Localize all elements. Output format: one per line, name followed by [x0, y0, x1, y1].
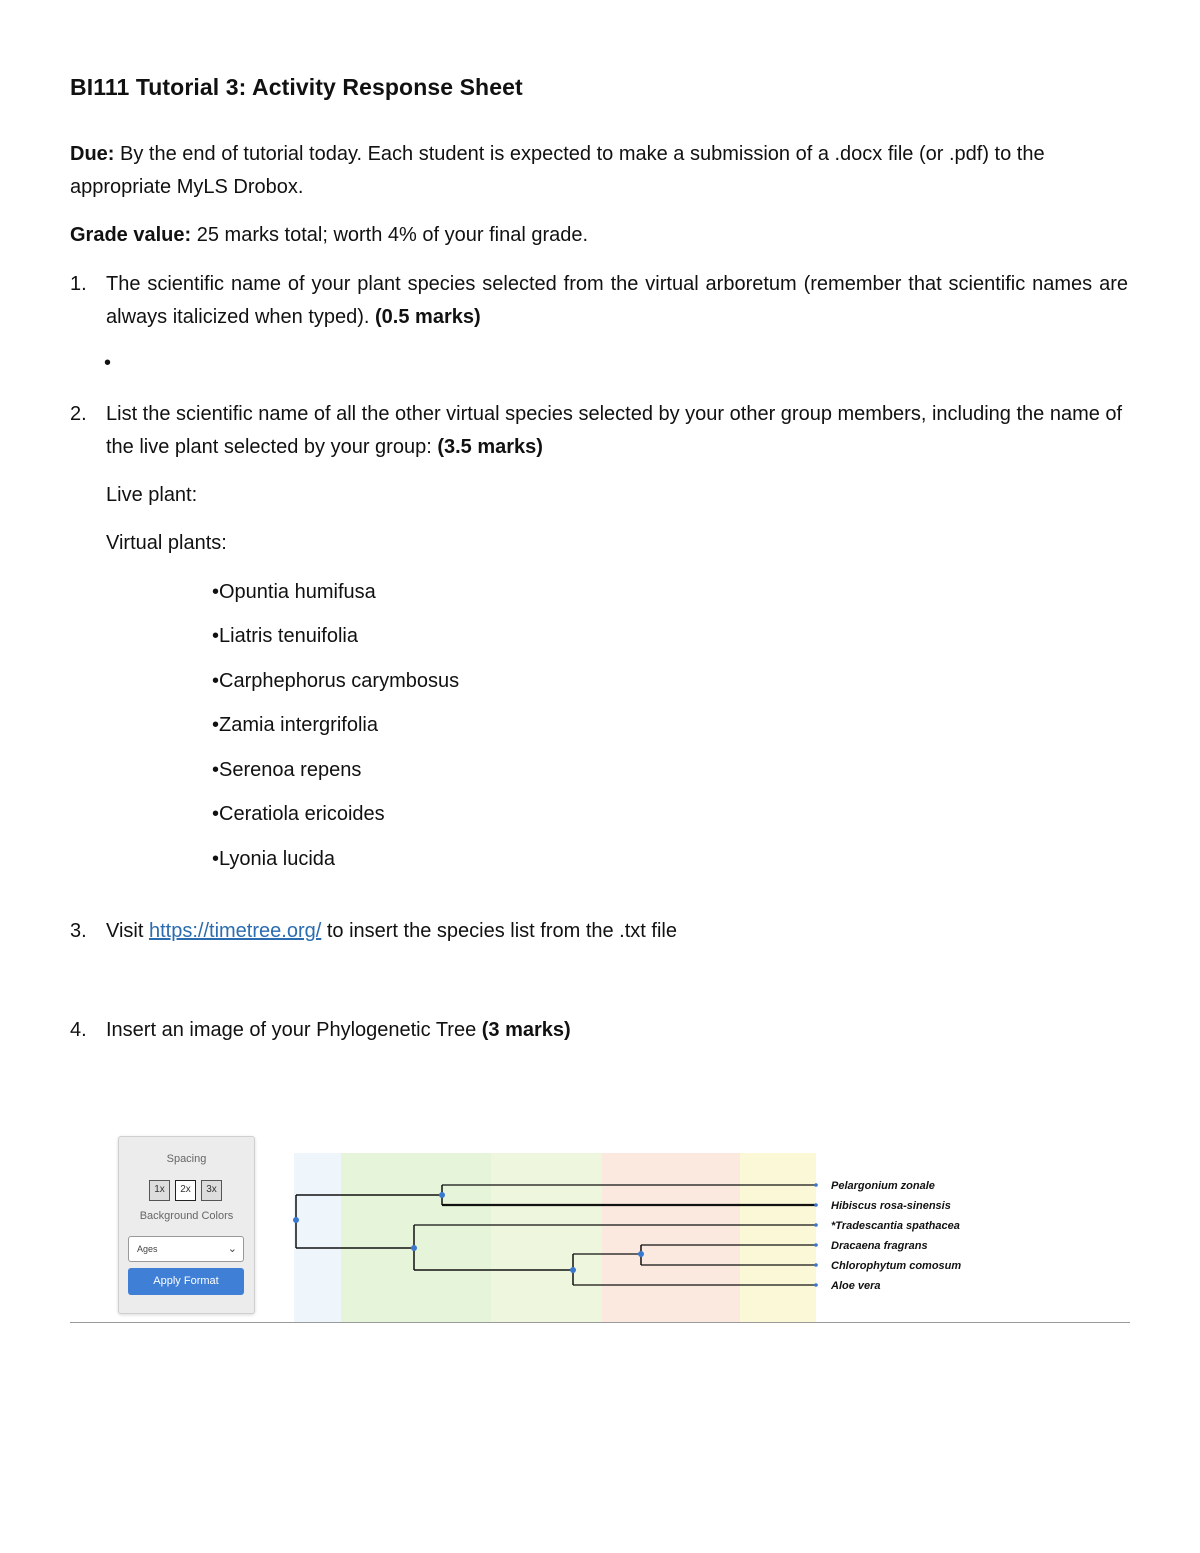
taxon-label: Dracaena fragrans [831, 1240, 928, 1252]
chevron-down-icon: ⌄ [227, 1243, 237, 1255]
geologic-age-bands [294, 1153, 816, 1323]
question-3-prefix: Visit [106, 920, 149, 942]
question-4-text [106, 1014, 1128, 1047]
divider-line [70, 1322, 1130, 1323]
apply-format-button[interactable]: Apply Format [128, 1268, 244, 1295]
question-2-prompt: List the scientific name of all the other virtual species selected by your other group members, including the name of the live plant selected by your group: [106, 403, 1123, 458]
age-band [341, 1153, 491, 1323]
question-2-text [106, 398, 1128, 464]
leaf-node [814, 1203, 818, 1207]
taxon-label: Pelargonium zonale [831, 1180, 935, 1192]
leaf-node [814, 1183, 818, 1187]
question-4-marks: (3 marks) [481, 1019, 571, 1041]
age-band [491, 1153, 602, 1323]
age-band [602, 1153, 740, 1323]
leaf-node [814, 1263, 818, 1267]
grade-paragraph [70, 219, 1128, 252]
spacing-3x-button[interactable]: 3x [201, 1180, 222, 1201]
virtual-plant-item: •Zamia intergrifolia [212, 714, 378, 736]
due-text: By the end of tutorial today. Each student is expected to make a submission of a .docx file (or .pdf) to the appropriate MyLS Drobox. [70, 143, 1045, 198]
question-2 [70, 398, 1128, 468]
tree-node [638, 1251, 644, 1257]
age-band [740, 1153, 816, 1323]
taxon-label: Chlorophytum comosum [831, 1260, 962, 1272]
leaf-node [814, 1223, 818, 1227]
virtual-plant-item: •Carphephorus carymbosus [212, 670, 460, 692]
virtual-plant-item: •Serenoa repens [212, 759, 362, 781]
tree-node [293, 1217, 299, 1223]
grade-text: 25 marks total; worth 4% of your final grade. [191, 224, 589, 246]
question-1-text [106, 268, 1128, 334]
question-1 [70, 268, 1128, 338]
document-title: BI111 Tutorial 3: Activity Response Sheet [70, 74, 523, 100]
virtual-plant-item: •Opuntia humifusa [212, 581, 376, 603]
virtual-plants-label: Virtual plants: [106, 532, 227, 554]
live-plant-label: Live plant: [106, 484, 198, 506]
question-4 [70, 1014, 1128, 1048]
tree-node [570, 1267, 576, 1273]
leaf-node [814, 1283, 818, 1287]
leaf-node [814, 1243, 818, 1247]
question-4-prompt: Insert an image of your Phylogenetic Tree [106, 1019, 482, 1041]
question-2-number: 2. [70, 403, 87, 425]
due-label: Due: [70, 143, 115, 165]
background-colors-label: Background Colors [139, 1210, 234, 1222]
question-1-number: 1. [70, 273, 87, 295]
spacing-1x-button[interactable]: 1x [149, 1180, 170, 1201]
question-4-number: 4. [70, 1019, 87, 1041]
background-colors-select[interactable] [128, 1236, 244, 1262]
phylogenetic-tree [292, 1150, 992, 1325]
spacing-label: Spacing [166, 1153, 207, 1165]
question-1-prompt: The scientific name of your plant species selected from the virtual arboretum (remember that scientific names are always italicized when typed). [106, 273, 1128, 328]
virtual-plant-item: •Liatris tenuifolia [212, 625, 358, 647]
due-paragraph [70, 138, 1128, 204]
spacing-2x-button[interactable]: 2x [175, 1180, 196, 1201]
question-3-text [106, 915, 1128, 948]
age-band [294, 1153, 341, 1323]
format-panel [118, 1136, 255, 1314]
background-colors-value: Ages [137, 1244, 158, 1254]
tree-node [411, 1245, 417, 1251]
grade-label: Grade value: [70, 224, 192, 246]
question-3-suffix: to insert the species list from the .txt file [321, 920, 677, 942]
question-3-number: 3. [70, 920, 87, 942]
virtual-plant-item: •Ceratiola ericoides [212, 803, 385, 825]
question-1-marks: (0.5 marks) [375, 306, 481, 328]
tree-node [439, 1192, 445, 1198]
question-2-marks: (3.5 marks) [437, 436, 543, 458]
taxa-labels [830, 1180, 961, 1292]
taxon-label: Aloe vera [831, 1280, 881, 1292]
taxon-label: Hibiscus rosa-sinensis [831, 1200, 951, 1212]
question-3 [70, 915, 1128, 949]
timetree-link[interactable]: https://timetree.org/ [148, 920, 322, 942]
virtual-plant-item: •Lyonia lucida [212, 848, 336, 870]
question-1-answer-bullet: • [104, 352, 112, 374]
taxon-label: *Tradescantia spathacea [831, 1220, 960, 1232]
